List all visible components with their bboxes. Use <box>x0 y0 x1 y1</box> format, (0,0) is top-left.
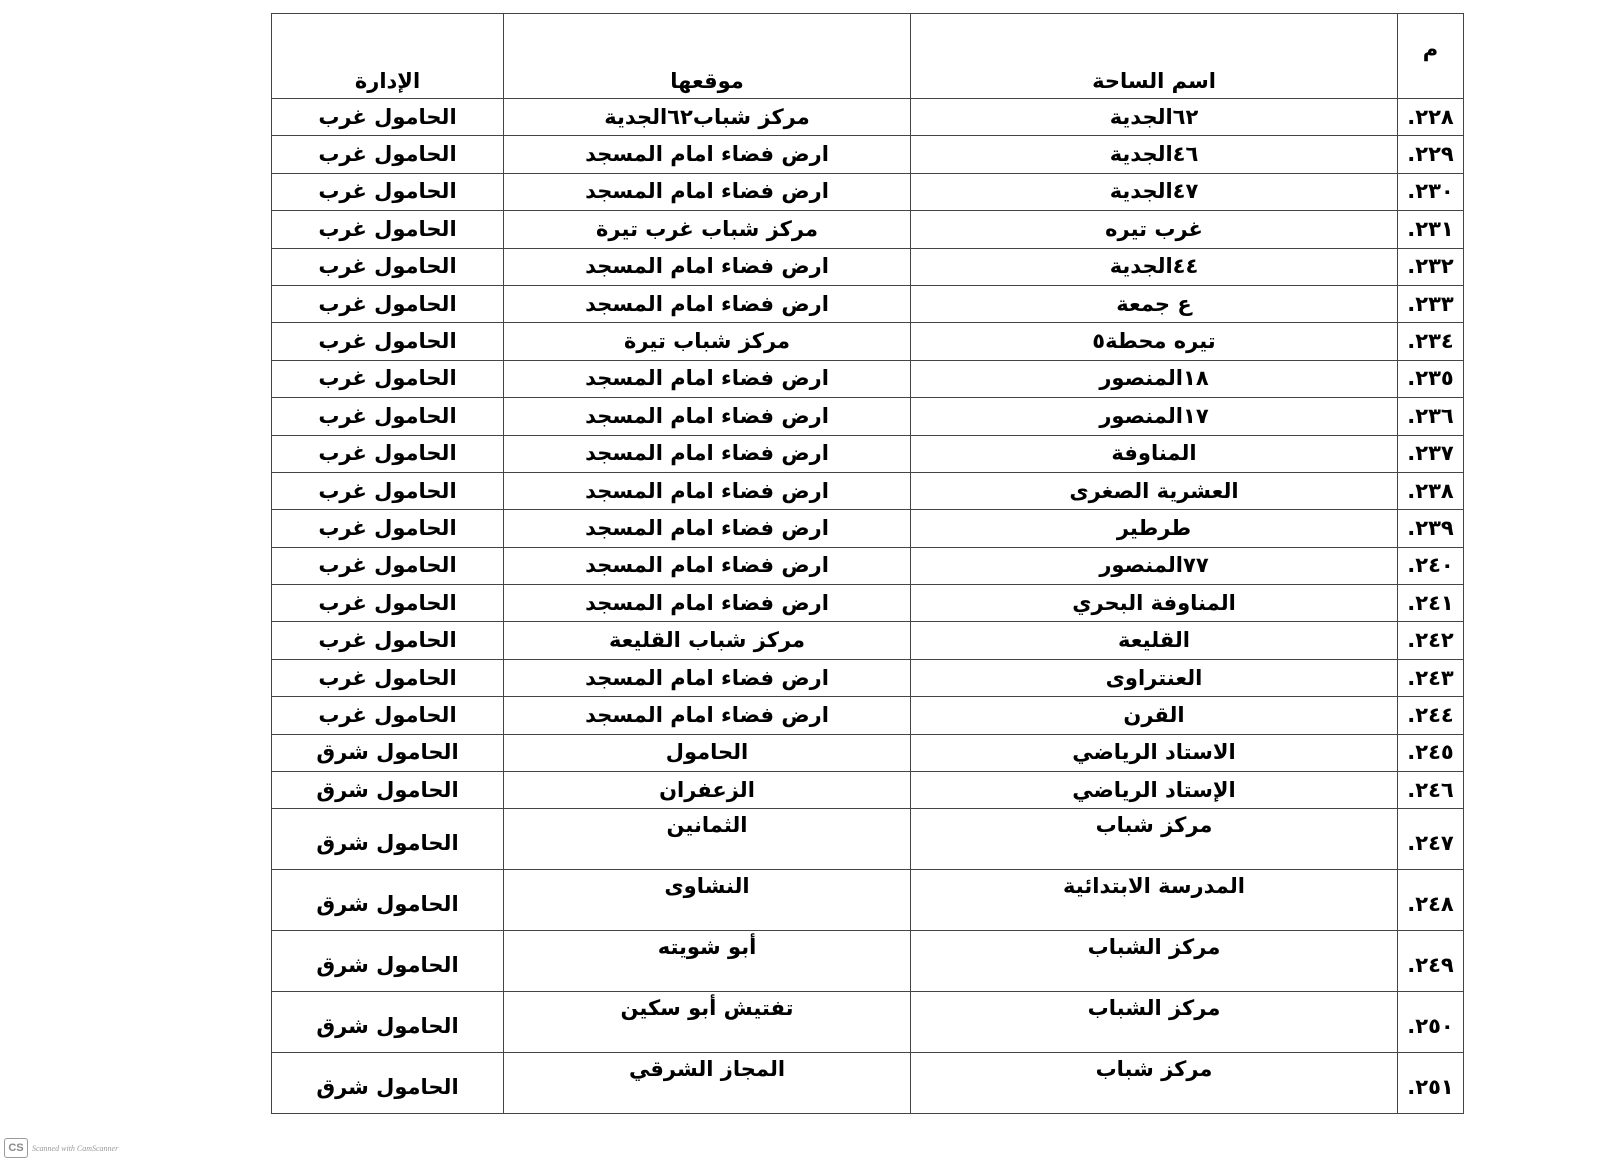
row-square-name: مركز الشباب <box>911 931 1398 992</box>
row-number: ٢٥٠. <box>1398 992 1464 1053</box>
row-administration: الحامول غرب <box>272 136 504 173</box>
row-square-name: ٤٤الجدية <box>911 248 1398 285</box>
row-number: ٢٤٥. <box>1398 734 1464 771</box>
row-location: ارض فضاء امام المسجد <box>504 435 911 472</box>
row-administration: الحامول شرق <box>272 772 504 809</box>
row-administration: الحامول شرق <box>272 734 504 771</box>
row-location: ارض فضاء امام المسجد <box>504 360 911 397</box>
row-administration: الحامول غرب <box>272 211 504 248</box>
row-number: ٢٤٤. <box>1398 697 1464 734</box>
row-square-name: تيره محطة٥ <box>911 323 1398 360</box>
row-number: ٢٣٥. <box>1398 360 1464 397</box>
row-administration: الحامول غرب <box>272 99 504 136</box>
row-location: النشاوى <box>504 870 911 931</box>
table-header-row <box>272 14 1464 99</box>
row-square-name: ع جمعة <box>911 285 1398 322</box>
table-row <box>272 659 1464 696</box>
row-square-name: القرن <box>911 697 1398 734</box>
table-row <box>272 809 1464 870</box>
table-row <box>272 622 1464 659</box>
header-num: م <box>1398 14 1464 99</box>
row-location: مركز شباب تيرة <box>504 323 911 360</box>
row-administration: الحامول غرب <box>272 323 504 360</box>
row-number: ٢٤٢. <box>1398 622 1464 659</box>
row-location: مركز شباب٦٢الجدية <box>504 99 911 136</box>
table-row <box>272 992 1464 1053</box>
table-row <box>272 173 1464 210</box>
table-row <box>272 435 1464 472</box>
row-administration: الحامول شرق <box>272 809 504 870</box>
row-square-name: القليعة <box>911 622 1398 659</box>
table-row <box>272 585 1464 622</box>
row-location: الزعفران <box>504 772 911 809</box>
row-square-name: ٤٦الجدية <box>911 136 1398 173</box>
row-administration: الحامول شرق <box>272 870 504 931</box>
row-number: ٢٣٠. <box>1398 173 1464 210</box>
squares-table <box>271 13 1464 1114</box>
row-location: ارض فضاء امام المسجد <box>504 547 911 584</box>
row-location: ارض فضاء امام المسجد <box>504 173 911 210</box>
row-administration: الحامول غرب <box>272 360 504 397</box>
row-location: الثمانين <box>504 809 911 870</box>
row-administration: الحامول غرب <box>272 398 504 435</box>
row-number: ٢٣٩. <box>1398 510 1464 547</box>
row-number: ٢٤١. <box>1398 585 1464 622</box>
row-administration: الحامول غرب <box>272 173 504 210</box>
table-row <box>272 248 1464 285</box>
row-location: ارض فضاء امام المسجد <box>504 285 911 322</box>
table-row <box>272 547 1464 584</box>
row-administration: الحامول شرق <box>272 931 504 992</box>
row-administration: الحامول غرب <box>272 697 504 734</box>
row-square-name: الاستاد الرياضي <box>911 734 1398 771</box>
table-row <box>272 136 1464 173</box>
row-location: ارض فضاء امام المسجد <box>504 659 911 696</box>
row-number: ٢٣٢. <box>1398 248 1464 285</box>
table-row <box>272 772 1464 809</box>
row-location: المجاز الشرقي <box>504 1053 911 1114</box>
row-square-name: ٤٧الجدية <box>911 173 1398 210</box>
row-location: ارض فضاء امام المسجد <box>504 472 911 509</box>
row-number: ٢٣٨. <box>1398 472 1464 509</box>
table-row <box>272 931 1464 992</box>
header-admin: الإدارة <box>272 14 504 99</box>
row-administration: الحامول غرب <box>272 622 504 659</box>
row-administration: الحامول غرب <box>272 585 504 622</box>
row-square-name: المناوفة <box>911 435 1398 472</box>
table-row <box>272 99 1464 136</box>
row-number: ٢٤٦. <box>1398 772 1464 809</box>
table-row <box>272 211 1464 248</box>
row-location: تفتيش أبو سكين <box>504 992 911 1053</box>
table-row <box>272 323 1464 360</box>
row-location: ارض فضاء امام المسجد <box>504 248 911 285</box>
row-square-name: طرطير <box>911 510 1398 547</box>
row-location: ارض فضاء امام المسجد <box>504 510 911 547</box>
row-administration: الحامول غرب <box>272 472 504 509</box>
row-number: ٢٤٠. <box>1398 547 1464 584</box>
header-location: موقعها <box>504 14 911 99</box>
row-administration: الحامول غرب <box>272 285 504 322</box>
row-square-name: العنتراوى <box>911 659 1398 696</box>
row-number: ٢٤٧. <box>1398 809 1464 870</box>
row-number: ٢٣٣. <box>1398 285 1464 322</box>
row-administration: الحامول غرب <box>272 248 504 285</box>
table-row <box>272 1053 1464 1114</box>
table-row <box>272 697 1464 734</box>
row-administration: الحامول شرق <box>272 1053 504 1114</box>
table-row <box>272 510 1464 547</box>
camscanner-logo: CS <box>4 1138 28 1158</box>
scanner-watermark <box>4 1138 118 1158</box>
row-administration: الحامول غرب <box>272 547 504 584</box>
scanner-caption: Scanned with CamScanner <box>32 1143 119 1153</box>
row-location: ارض فضاء امام المسجد <box>504 697 911 734</box>
row-location: مركز شباب القليعة <box>504 622 911 659</box>
row-square-name: العشرية الصغرى <box>911 472 1398 509</box>
table-row <box>272 870 1464 931</box>
row-square-name: مركز الشباب <box>911 992 1398 1053</box>
row-number: ٢٣٧. <box>1398 435 1464 472</box>
row-square-name: مركز شباب <box>911 1053 1398 1114</box>
row-number: ٢٥١. <box>1398 1053 1464 1114</box>
row-location: ارض فضاء امام المسجد <box>504 136 911 173</box>
row-number: ٢٤٣. <box>1398 659 1464 696</box>
row-administration: الحامول غرب <box>272 435 504 472</box>
row-administration: الحامول شرق <box>272 992 504 1053</box>
row-location: مركز شباب غرب تيرة <box>504 211 911 248</box>
row-number: ٢٢٨. <box>1398 99 1464 136</box>
row-location: أبو شويته <box>504 931 911 992</box>
row-location: الحامول <box>504 734 911 771</box>
row-number: ٢٣٤. <box>1398 323 1464 360</box>
row-square-name: الإستاد الرياضي <box>911 772 1398 809</box>
row-administration: الحامول غرب <box>272 510 504 547</box>
row-number: ٢٤٩. <box>1398 931 1464 992</box>
table-row <box>272 360 1464 397</box>
row-square-name: المناوفة البحري <box>911 585 1398 622</box>
table-row <box>272 285 1464 322</box>
row-square-name: ١٨المنصور <box>911 360 1398 397</box>
row-location: ارض فضاء امام المسجد <box>504 585 911 622</box>
table-row <box>272 472 1464 509</box>
table-row <box>272 734 1464 771</box>
row-number: ٢٣١. <box>1398 211 1464 248</box>
row-administration: الحامول غرب <box>272 659 504 696</box>
row-square-name: غرب تيره <box>911 211 1398 248</box>
row-number: ٢٢٩. <box>1398 136 1464 173</box>
row-square-name: ٧٧المنصور <box>911 547 1398 584</box>
row-square-name: المدرسة الابتدائية <box>911 870 1398 931</box>
row-location: ارض فضاء امام المسجد <box>504 398 911 435</box>
table-row <box>272 398 1464 435</box>
row-number: ٢٣٦. <box>1398 398 1464 435</box>
header-name: اسم الساحة <box>911 14 1398 99</box>
row-square-name: ١٧المنصور <box>911 398 1398 435</box>
row-square-name: مركز شباب <box>911 809 1398 870</box>
row-number: ٢٤٨. <box>1398 870 1464 931</box>
row-square-name: ٦٢الجدية <box>911 99 1398 136</box>
